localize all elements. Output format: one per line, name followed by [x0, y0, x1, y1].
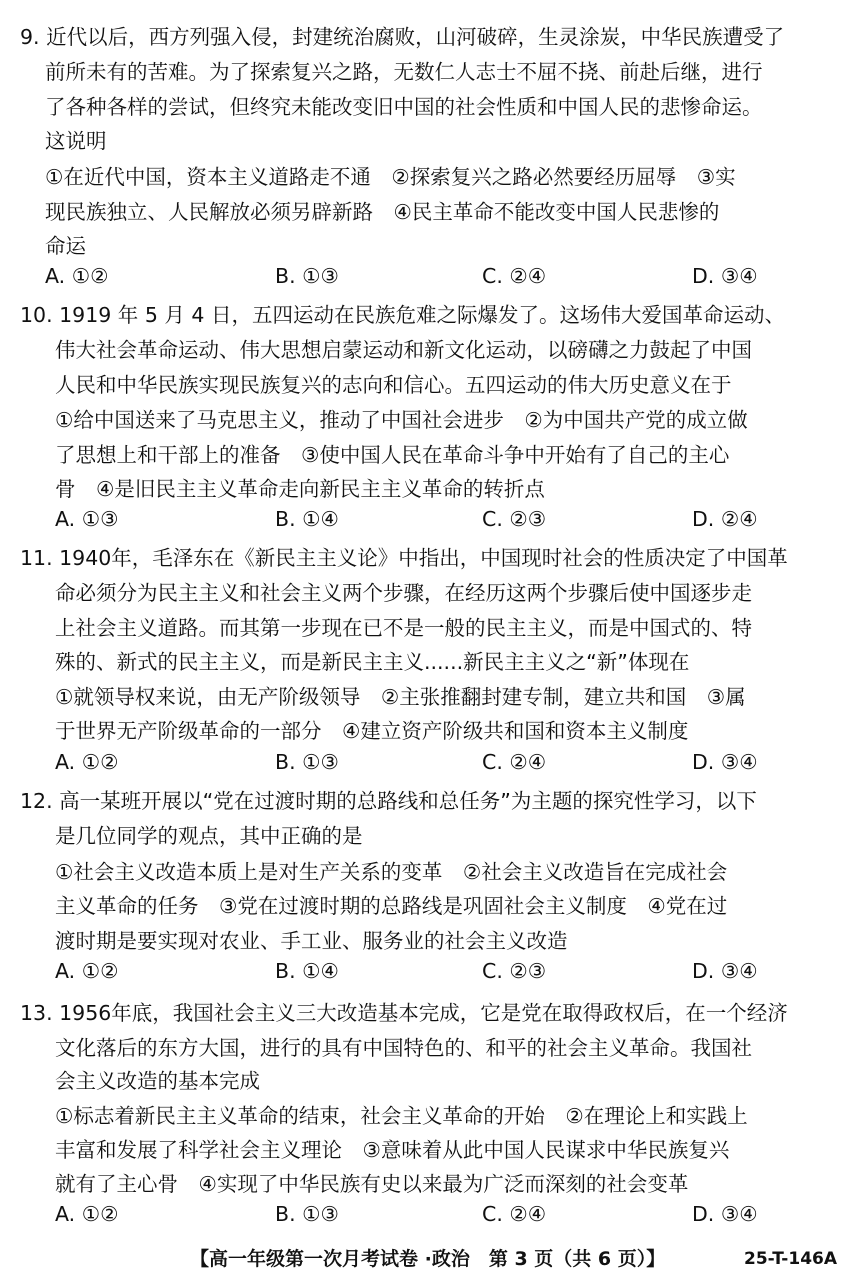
question-text-line: 殊的、新式的民主主义，而是新民主主义......新民主主义之“新”体现在	[55, 650, 690, 674]
question-text-line: 人民和中华民族实现民族复兴的志向和信心。五四运动的伟大历史意义在于	[55, 373, 732, 397]
question-text-line: 会主义改造的基本完成	[55, 1069, 260, 1093]
option-c[interactable]: C. ②③	[482, 507, 547, 531]
option-b[interactable]: B. ①③	[275, 264, 339, 288]
question-statements-line: 主义革命的任务 ③党在过渡时期的总路线是巩固社会主义制度 ④党在过	[55, 894, 728, 918]
question-statements-line: ①标志着新民主主义革命的结束，社会主义革命的开始 ②在理论上和实践上	[55, 1104, 748, 1128]
question-statements-line: 命运	[45, 234, 86, 258]
option-d[interactable]: D. ③④	[692, 264, 758, 288]
option-d[interactable]: D. ③④	[692, 1202, 758, 1226]
option-d[interactable]: D. ③④	[692, 750, 758, 774]
page-footer: 【高一年级第一次月考试卷 ·政治 第 3 页（共 6 页）】	[190, 1248, 666, 1270]
question-statements-line: ①给中国送来了马克思主义，推动了中国社会进步 ②为中国共产党的成立做	[55, 408, 748, 432]
question-text-line: 11. 1940年，毛泽东在《新民主主义论》中指出，中国现时社会的性质决定了中国革	[20, 546, 788, 570]
option-b[interactable]: B. ①③	[275, 1202, 339, 1226]
question-statements-line: 现民族独立、人民解放必须另辟新路 ④民主革命不能改变中国人民悲惨的	[45, 200, 720, 224]
option-a[interactable]: A. ①②	[45, 264, 109, 288]
question-text-line: 是几位同学的观点，其中正确的是	[55, 824, 363, 848]
exam-code: 25-T-146A	[744, 1249, 838, 1269]
question-text-line: 了各种各样的尝试，但终究未能改变旧中国的社会性质和中国人民的悲惨命运。	[45, 95, 763, 119]
question-text-line: 伟大社会革命运动、伟大思想启蒙运动和新文化运动，以磅礴之力鼓起了中国	[55, 338, 752, 362]
question-statements-line: ①社会主义改造本质上是对生产关系的变革 ②社会主义改造旨在完成社会	[55, 860, 728, 884]
question-text-line: 13. 1956年底，我国社会主义三大改造基本完成，它是党在取得政权后，在一个经济	[20, 1001, 788, 1025]
option-d[interactable]: D. ②④	[692, 507, 758, 531]
question-statements-line: 丰富和发展了科学社会主义理论 ③意味着从此中国人民谋求中华民族复兴	[55, 1138, 730, 1162]
question-statements-line: ①在近代中国，资本主义道路走不通 ②探索复兴之路必然要经历屈辱 ③实	[45, 165, 736, 189]
question-text-line: 10. 1919 年 5 月 4 日，五四运动在民族危难之际爆发了。这场伟大爱国革命运动、	[20, 303, 785, 327]
question-text-line: 命必须分为民主主义和社会主义两个步骤，在经历这两个步骤后使中国逐步走	[55, 581, 752, 605]
option-c[interactable]: C. ②④	[482, 1202, 547, 1226]
question-statements-line: 骨 ④是旧民主主义革命走向新民主主义革命的转折点	[55, 477, 545, 501]
option-a[interactable]: A. ①②	[55, 750, 119, 774]
question-statements-line: 渡时期是要实现对农业、手工业、服务业的社会主义改造	[55, 929, 568, 953]
question-text-line: 文化落后的东方大国，进行的具有中国特色的、和平的社会主义革命。我国社	[55, 1036, 752, 1060]
question-text-line: 9. 近代以后，西方列强入侵，封建统治腐败，山河破碎，生灵涂炭，中华民族遭受了	[20, 25, 785, 49]
option-b[interactable]: B. ①④	[275, 959, 339, 983]
question-statements-line: 了思想上和干部上的准备 ③使中国人民在革命斗争中开始有了自己的主心	[55, 443, 730, 467]
option-d[interactable]: D. ③④	[692, 959, 758, 983]
question-text-line: 12. 高一某班开展以“党在过渡时期的总路线和总任务”为主题的探究性学习，以下	[20, 789, 757, 813]
option-c[interactable]: C. ②③	[482, 959, 547, 983]
option-a[interactable]: A. ①②	[55, 1202, 119, 1226]
option-b[interactable]: B. ①④	[275, 507, 339, 531]
question-statements-line: 就有了主心骨 ④实现了中华民族有史以来最为广泛而深刻的社会变革	[55, 1172, 689, 1196]
question-statements-line: ①就领导权来说，由无产阶级领导 ②主张推翻封建专制，建立共和国 ③属	[55, 685, 746, 709]
option-a[interactable]: A. ①③	[55, 507, 119, 531]
option-c[interactable]: C. ②④	[482, 750, 547, 774]
question-text-line: 前所未有的苦难。为了探索复兴之路，无数仁人志士不屈不挠、前赴后继，进行	[45, 60, 763, 84]
option-b[interactable]: B. ①③	[275, 750, 339, 774]
option-c[interactable]: C. ②④	[482, 264, 547, 288]
option-a[interactable]: A. ①②	[55, 959, 119, 983]
question-text-line: 上社会主义道路。而其第一步现在已不是一般的民主主义，而是中国式的、特	[55, 616, 752, 640]
question-statements-line: 于世界无产阶级革命的一部分 ④建立资产阶级共和国和资本主义制度	[55, 719, 689, 743]
question-text-line: 这说明	[45, 129, 107, 153]
